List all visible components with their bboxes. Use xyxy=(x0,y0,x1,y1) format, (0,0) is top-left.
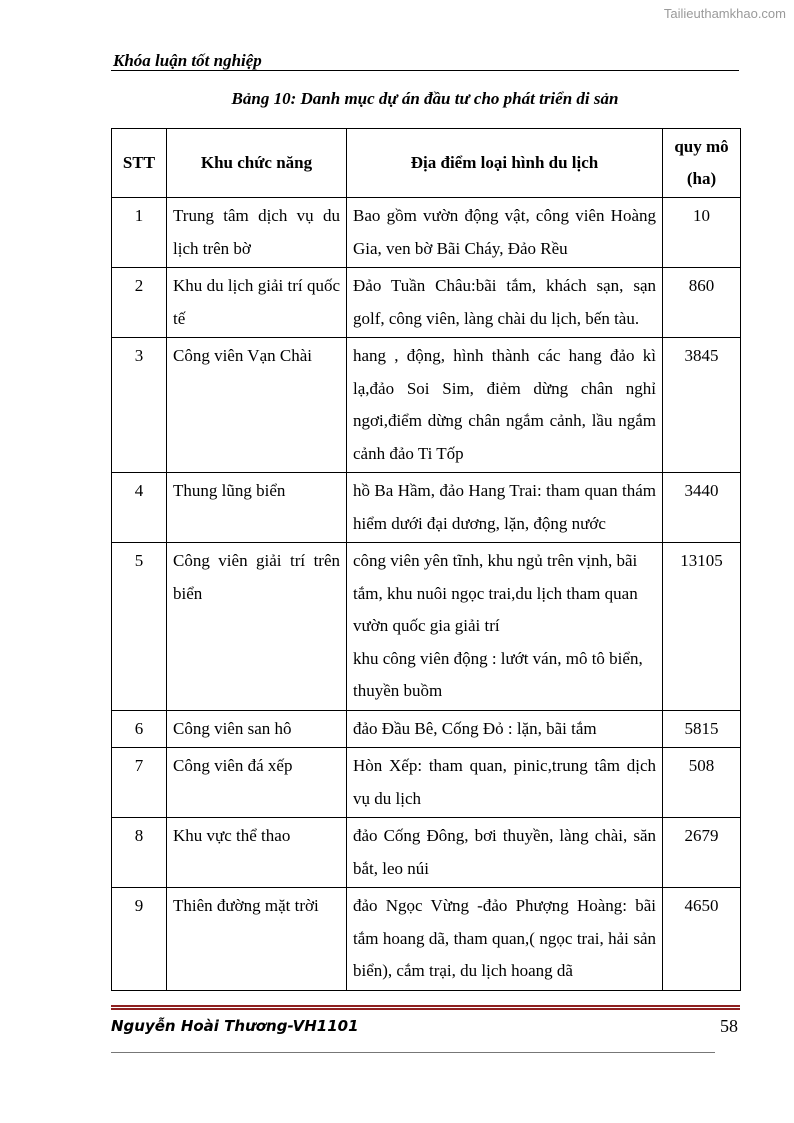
cell-location: Đảo Tuần Châu:bãi tắm, khách sạn, sạn golf, công viên, làng chài du lịch, bến tàu. xyxy=(347,268,663,338)
table-row xyxy=(112,338,741,473)
cell-zone: Công viên Vạn Chài xyxy=(167,338,347,473)
table-row xyxy=(112,473,741,543)
table-row xyxy=(112,543,741,711)
col-header-scale xyxy=(663,129,741,198)
cell-location: Bao gồm vườn động vật, công viên Hoàng Gia, ven bờ Bãi Cháy, Đảo Rều xyxy=(347,198,663,268)
cell-stt: 9 xyxy=(112,888,167,991)
cell-location: đảo Đầu Bê, Cống Đỏ : lặn, bãi tắm xyxy=(347,710,663,748)
col-header-scale-line1: quy mô xyxy=(674,137,729,156)
footer-bottom-rule xyxy=(111,1052,715,1053)
cell-zone: Công viên san hô xyxy=(167,710,347,748)
table-row xyxy=(112,888,741,991)
cell-scale: 10 xyxy=(663,198,741,268)
project-table xyxy=(111,128,741,991)
table-header-row xyxy=(112,129,741,198)
cell-stt: 2 xyxy=(112,268,167,338)
cell-stt: 8 xyxy=(112,818,167,888)
cell-zone: Công viên đá xếp xyxy=(167,748,347,818)
table-caption: Bảng 10: Danh mục dự án đầu tư cho phát triển di sản xyxy=(231,89,619,108)
table-row xyxy=(112,268,741,338)
watermark: Tailieuthamkhao.com xyxy=(663,6,786,21)
col-header-zone: Khu chức năng xyxy=(167,129,347,198)
cell-scale: 3845 xyxy=(663,338,741,473)
cell-location: đảo Ngọc Vừng -đảo Phượng Hoàng: bãi tắm hoang dã, tham quan,( ngọc trai, hải sản biển), cắm trại, du lịch hoang dã xyxy=(347,888,663,991)
cell-scale: 5815 xyxy=(663,710,741,748)
cell-scale: 860 xyxy=(663,268,741,338)
cell-location: hồ Ba Hầm, đảo Hang Trai: tham quan thám hiểm dưới đại dương, lặn, động nước xyxy=(347,473,663,543)
cell-location: đảo Cống Đông, bơi thuyền, làng chài, săn bắt, leo núi xyxy=(347,818,663,888)
cell-zone: Thung lũng biển xyxy=(167,473,347,543)
cell-zone: Công viên giải trí trên biển xyxy=(167,543,347,711)
cell-scale: 2679 xyxy=(663,818,741,888)
cell-location xyxy=(347,543,663,711)
cell-zone: Trung tâm dịch vụ du lịch trên bờ xyxy=(167,198,347,268)
footer-author: Nguyễn Hoài Thương-VH1101 xyxy=(111,1017,359,1035)
cell-location-para: công viên yên tĩnh, khu ngủ trên vịnh, bãi tắm, khu nuôi ngọc trai,du lịch tham quan vườn quốc gia giải trí xyxy=(353,551,638,635)
cell-stt: 7 xyxy=(112,748,167,818)
cell-scale: 4650 xyxy=(663,888,741,991)
table-row xyxy=(112,748,741,818)
header-rule xyxy=(111,70,739,71)
cell-location: Hòn Xếp: tham quan, pinic,trung tâm dịch vụ du lịch xyxy=(347,748,663,818)
col-header-location: Địa điểm loại hình du lịch xyxy=(347,129,663,198)
cell-stt: 1 xyxy=(112,198,167,268)
table-row xyxy=(112,198,741,268)
cell-stt: 6 xyxy=(112,710,167,748)
cell-location: hang , động, hình thành các hang đảo kì lạ,đảo Soi Sim, điẻm dừng chân nghỉ ngơi,điểm dừng chân ngắm cảnh, lầu ngắm cảnh đảo Ti Tốp xyxy=(347,338,663,473)
col-header-scale-line2: (ha) xyxy=(686,169,717,188)
table-row xyxy=(112,818,741,888)
cell-zone: Thiên đường mặt trời xyxy=(167,888,347,991)
cell-stt: 4 xyxy=(112,473,167,543)
col-header-stt: STT xyxy=(112,129,167,198)
running-title: Khóa luận tốt nghiệp xyxy=(113,51,262,70)
cell-zone: Khu du lịch giải trí quốc tế xyxy=(167,268,347,338)
cell-zone: Khu vực thể thao xyxy=(167,818,347,888)
table-row xyxy=(112,710,741,748)
cell-location-para-extra: khu công viên động : lướt ván, mô tô biển, thuyền buồm xyxy=(353,648,643,700)
cell-stt: 3 xyxy=(112,338,167,473)
cell-scale: 3440 xyxy=(663,473,741,543)
cell-scale: 13105 xyxy=(663,543,741,711)
cell-scale: 508 xyxy=(663,748,741,818)
page-number: 58 xyxy=(720,1016,738,1036)
footer-double-rule xyxy=(111,1005,740,1010)
cell-stt: 5 xyxy=(112,543,167,711)
